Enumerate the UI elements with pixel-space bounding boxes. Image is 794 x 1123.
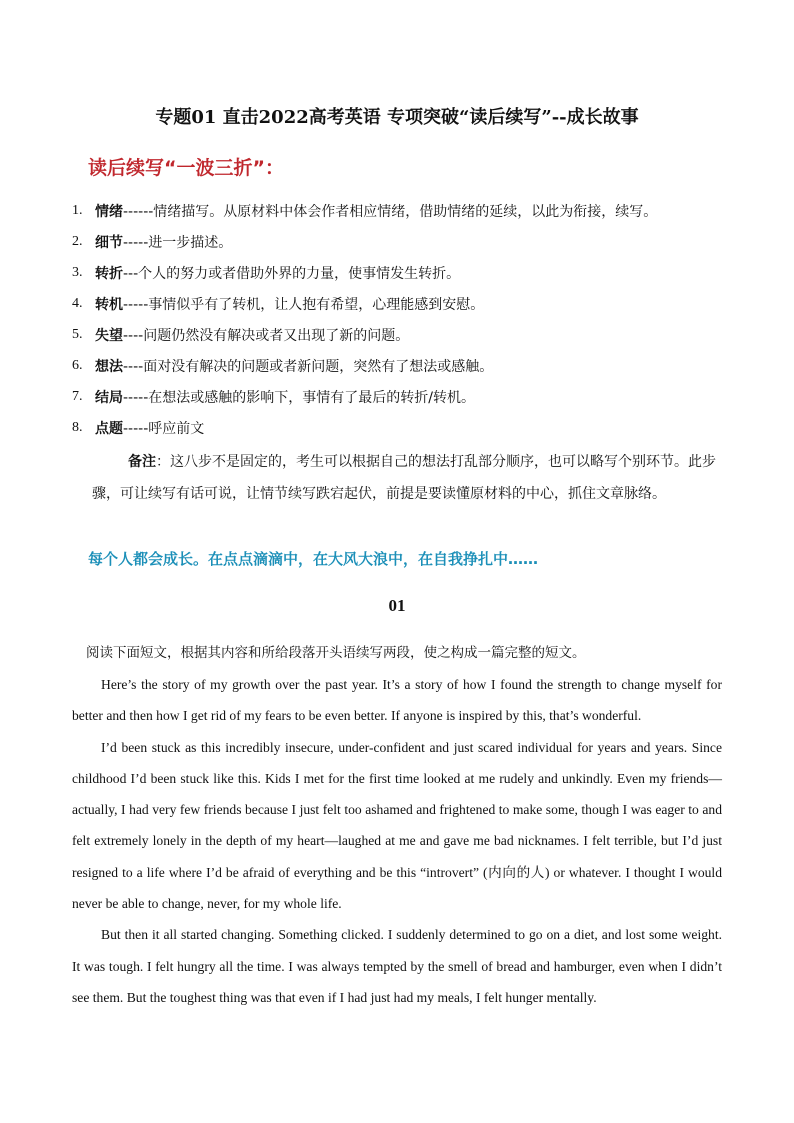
- item-number: 1.: [72, 202, 83, 218]
- list-item: [72, 257, 732, 288]
- passage: [72, 669, 722, 1013]
- item-keyword: 转机: [95, 296, 123, 313]
- instruction-text: 阅读下面短文，根据其内容和所给段落开头语续写两段，使之构成一篇完整的短文。: [86, 645, 586, 661]
- item-keyword: 点题: [95, 420, 123, 437]
- list-item: [72, 412, 732, 443]
- list-item: [72, 226, 732, 257]
- list-item: [72, 319, 732, 350]
- section-number: 01: [388, 596, 406, 615]
- item-text: ---个人的努力或者借助外界的力量，使事情发生转折。: [123, 265, 461, 282]
- list-item: [72, 288, 732, 319]
- item-number: 5.: [72, 326, 83, 342]
- item-keyword: 细节: [95, 234, 123, 251]
- note-label: 备注: [128, 454, 156, 470]
- steps-list: [72, 195, 732, 443]
- item-number: 6.: [72, 357, 83, 373]
- note-paragraph: [92, 446, 732, 510]
- list-item: [72, 195, 732, 226]
- item-number: 2.: [72, 233, 83, 249]
- passage-paragraph: But then it all started changing. Something clicked. I suddenly determined to go on a diet, and lost some weight. It was tough. I felt hungry all the time. I was always tempted by the smell of bread and hamburger, even when I didn’t see them. But the toughest thing was that even if I had just had my meals, I felt hunger mentally.: [72, 927, 722, 1005]
- document-title: 专题01 直击2022高考英语 专项突破“读后续写”--成长故事: [155, 107, 639, 128]
- item-keyword: 想法: [95, 358, 123, 375]
- item-number: 8.: [72, 419, 83, 435]
- item-number: 7.: [72, 388, 83, 404]
- item-text: -----呼应前文: [123, 420, 205, 437]
- item-text: -----在想法或感触的影响下，事情有了最后的转折/转机。: [123, 389, 475, 406]
- item-keyword: 转折: [95, 265, 123, 282]
- section-heading: 读后续写“一波三折”：: [88, 157, 284, 179]
- highlight-line: 每个人都会成长。在点点滴滴中，在大风大浪中，在自我挣扎中……: [88, 550, 539, 568]
- item-text: ------情绪描写。从原材料中体会作者相应情绪，借助情绪的延续，以此为衔接，续写。: [123, 203, 658, 220]
- item-number: 4.: [72, 295, 83, 311]
- note-text: ：这八步不是固定的，考生可以根据自己的想法打乱部分顺序，也可以略写个别环节。此步骤，可让续写有话可说，让情节续写跌宕起伏，前提是要读懂原材料的中心，抓住文章脉络。: [92, 454, 716, 502]
- passage-paragraph: Here’s the story of my growth over the past year. It’s a story of how I found the strength to change myself for better and then how I get rid of my fears to be even better. If anyone is inspired by this, that’s wonderful.: [72, 677, 722, 724]
- item-text: -----进一步描述。: [123, 234, 233, 251]
- item-text: ----面对没有解决的问题或者新问题，突然有了想法或感触。: [123, 358, 494, 375]
- item-keyword: 失望: [95, 327, 123, 344]
- list-item: [72, 350, 732, 381]
- item-text: -----事情似乎有了转机，让人抱有希望，心理能感到安慰。: [123, 296, 485, 313]
- item-keyword: 情绪: [95, 203, 123, 220]
- passage-paragraph: I’d been stuck as this incredibly insecure, under-confident and just scared individual for years and years. Since childhood I’d been stuck like this. Kids I met for the first time looked at me rudely and unkindly. Even my friends—actually, I had very few friends because I just felt too ashamed and frightened to make some, though I was eager to and felt extremely lonely in the depth of my heart—laughed at me and gave me bad nicknames. I felt terrible, but I’d just resigned to a life where I’d be afraid of everything and be this “introvert” (内向的人) or whatever. I thought I would never be able to change, never, for my whole life.: [72, 739, 722, 912]
- list-item: [72, 381, 732, 412]
- item-text: ----问题仍然没有解决或者又出现了新的问题。: [123, 327, 410, 344]
- item-number: 3.: [72, 264, 83, 280]
- item-keyword: 结局: [95, 389, 123, 406]
